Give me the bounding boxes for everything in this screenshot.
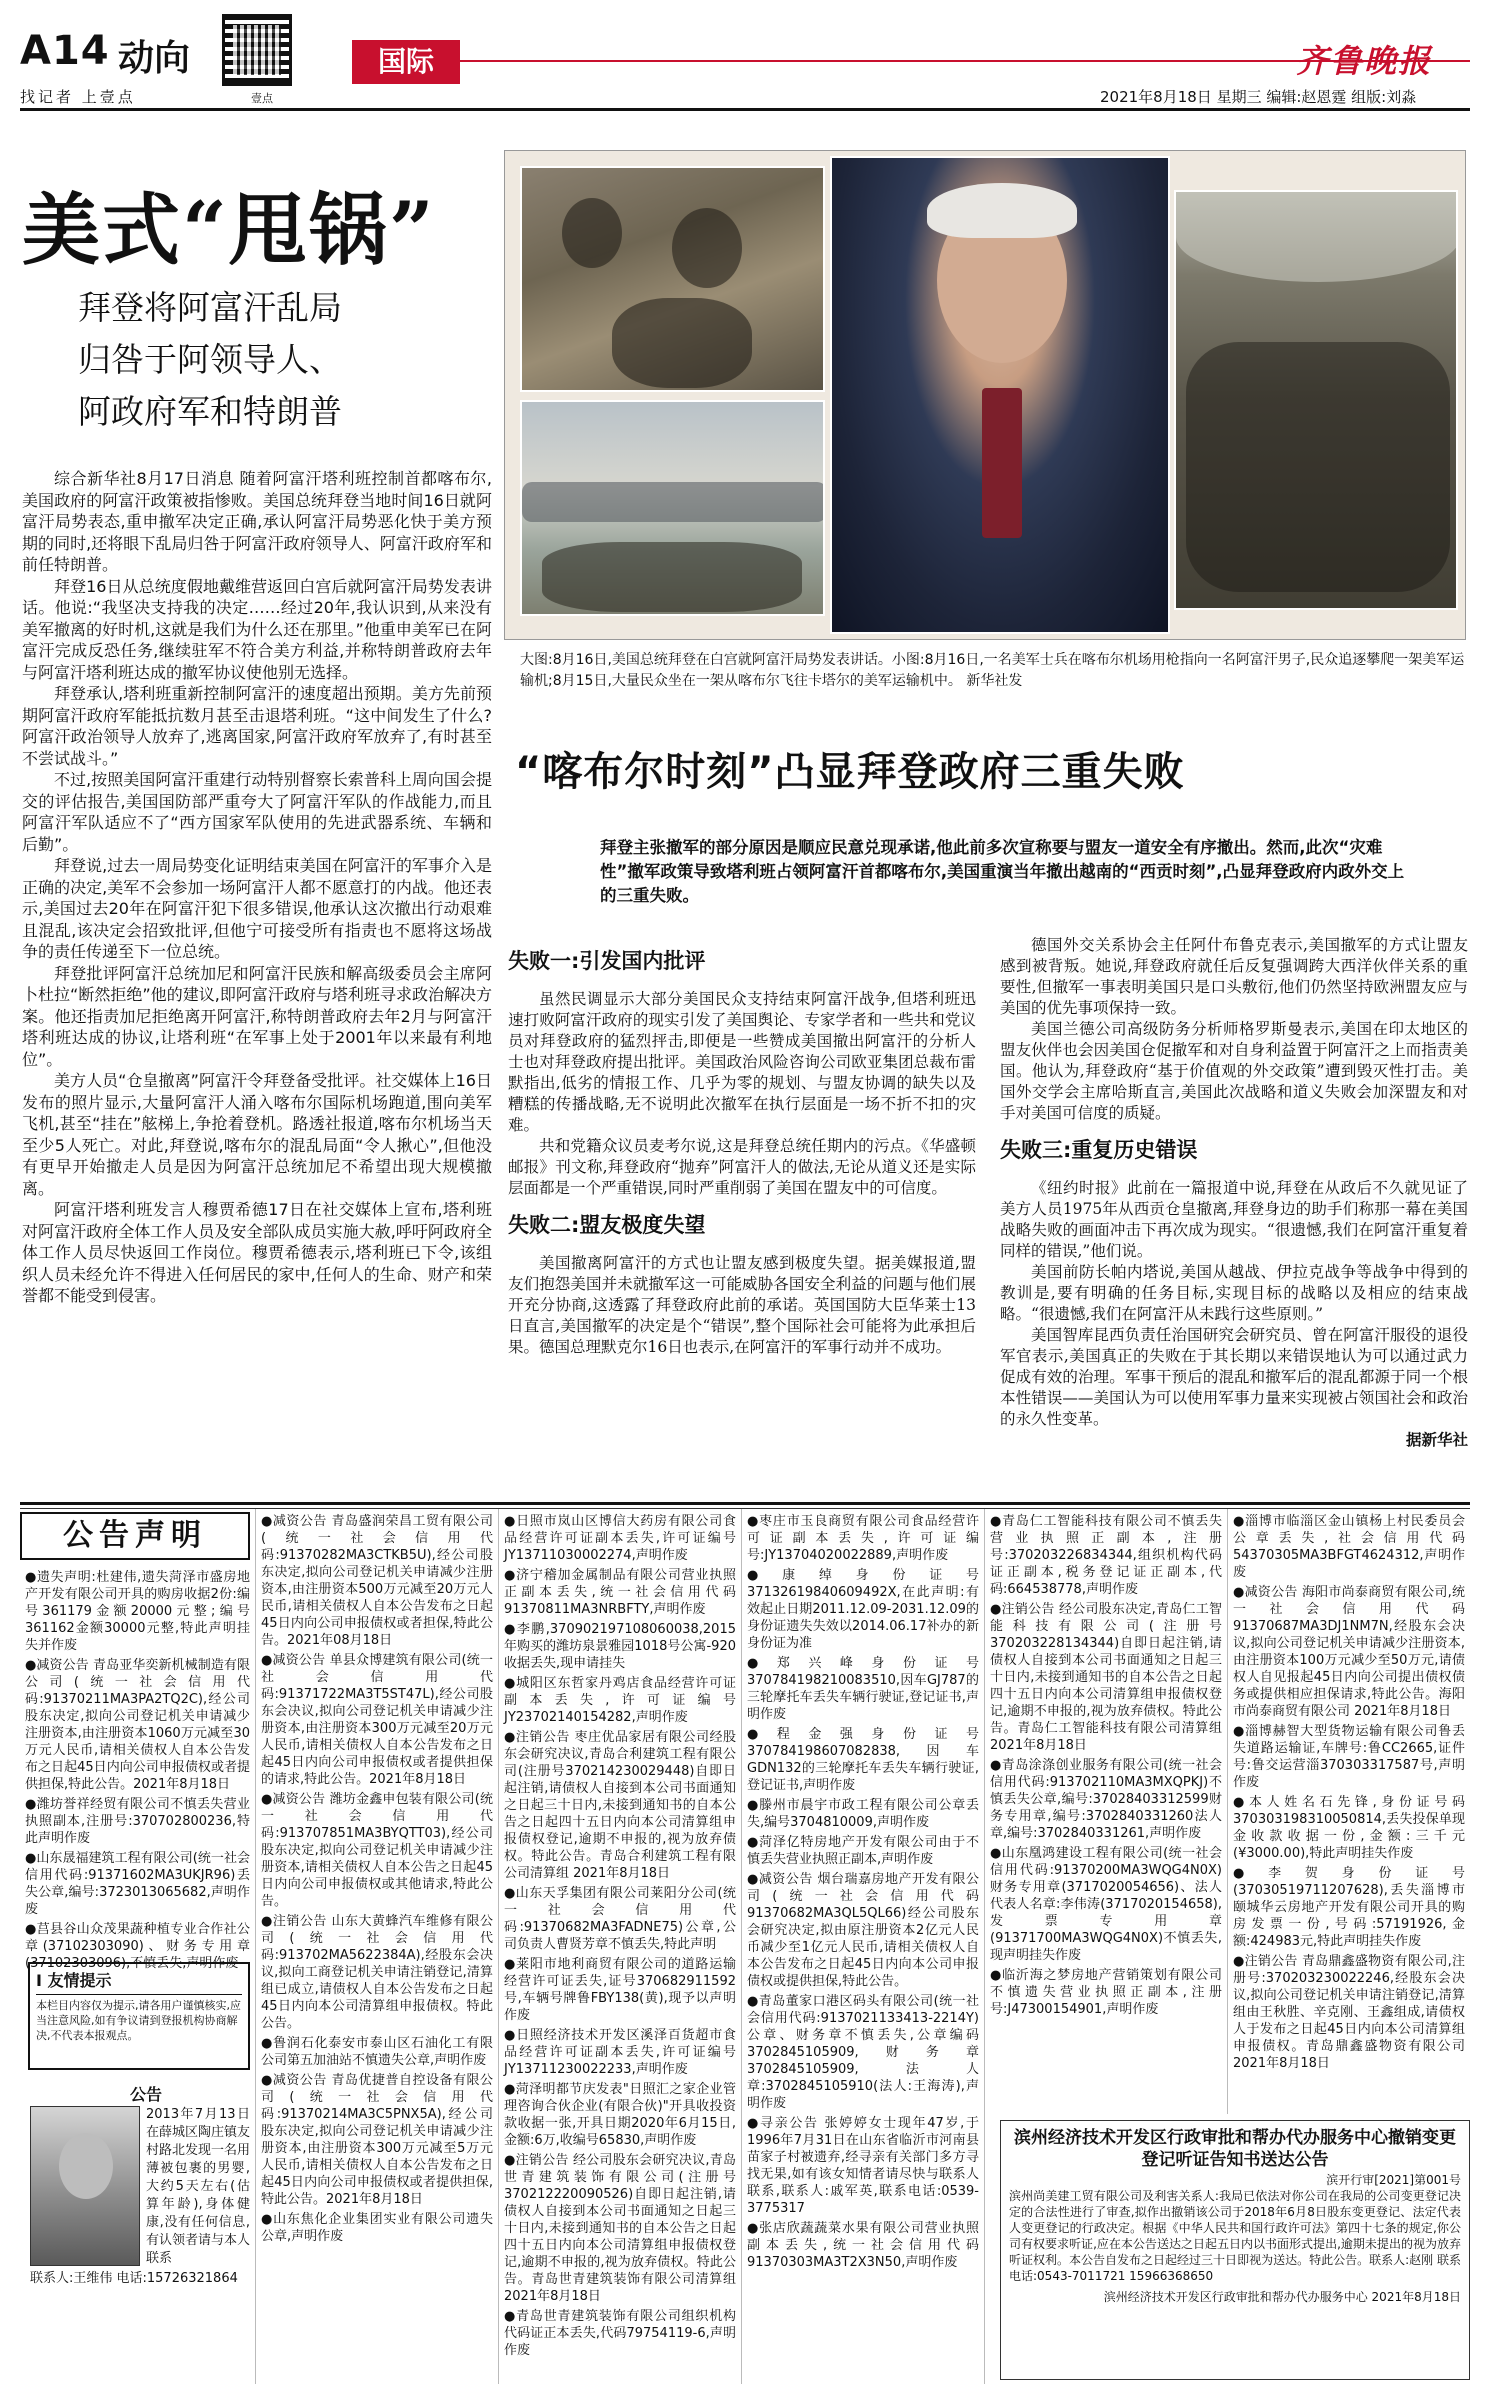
ads-title: 公告声明 [20,1512,250,1560]
missing-notice-contact: 联系人:王维伟 电话:15726321864 [30,2271,238,2286]
photo-cargo-plane-interior[interactable] [1174,190,1458,610]
article-paragraph: 综合新华社8月17日消息 随着阿富汗塔利班控制首都喀布尔,美国政府的阿富汗政策被指惨败。美国总统拜登当地时间16日就阿富汗局势表态,重申撤军决定正确,承认阿富汗局势恶化快于美方预期的同时,还将眼下乱局归咎于阿富汗政府领导人、阿富汗政府军和前任特朗普。 [22,469,492,574]
ad-item: ●注销公告 经公司股东会研究决议,青岛世青建筑装饰有限公司(注册号370212220090526)自即日起注销,请债权人自接到本公司书面通知之日起三十日内,未接到通知书的自本公告之日起四十五日内向本公司清算组申报债权登记,逾期不申报的,视为放弃债权。特此公告。青岛世青建筑装饰有限公司清算组 2021年8月18日 [504,2153,736,2304]
ad-item: ●菏泽明都节庆发表"日照汇之家企业管理咨询合伙企业(有限合伙)"开具收投资款收据一张,开具日期2020年6月15日,金额:6万,收编号65830,声明作废 [504,2082,736,2148]
ad-item: ●减资公告 潍坊金鑫申包装有限公司(统一社会信用代码:913707851MA3BYQTT03),经公司股东决定,拟向公司登记机关申请减少注册资本,请相关债权人自本公告之日起45日内向公司申报债权或其他请求,特此公告。 [261,1792,493,1909]
ad-item: ●减资公告 青岛优捷普自控设备有限公司(统一社会信用代码:91370214MA3C5PNX5A),经公司股东决定,拟向公司登记机关申请减少注册资本,由注册资本300万元减至5万元人民币,请相关债权人自本公告发布之日起45日内向公司申报债权或者提供担保,特此公告。2021年8月18日 [261,2073,493,2207]
ad-item: ●淄博赫智大型货物运输有限公司鲁丢失道路运输证,车牌号:鲁CC2665,证件号:鲁交运营淄370303317587号,声明作废 [1233,1724,1465,1790]
header-rule [20,108,1470,111]
ad-column [256,1509,499,2384]
byline: 据新华社 [1405,1431,1468,1449]
ad-item: ●注销公告 青岛鼎鑫盛物资有限公司,注册号:370203230022246,经股东会决议,拟向公司登记机关申请注销登记,清算组由王秋胜、辛克刚、王鑫组成,请债权人于发布之日起45日内向本公司清算组申报债权。青岛鼎鑫盛物资有限公司 2021年8月18日 [1233,1954,1465,2071]
ad-item: ●青岛董家口港区码头有限公司(统一社会信用代码:9137021133413-2214Y)公章、财务章不慎丢失,公章编码3702845105909,财务章3702845105909,法人章:3702845105910(法人:王海涛),声明作废 [747,1994,979,2111]
ad-item: ●枣庄市玉良商贸有限公司食品经营许可证副本丢失,许可证编号:JY13704020022889,声明作废 [747,1514,979,1563]
article-paragraph: 美国前防长帕内塔说,美国从越战、伊拉克战争等战争中得到的教训是,要有明确的任务目标,实现目标的战略以及相应的结束战略。“很遗憾,我们在阿富汗从未践行这些原则。” [1000,1263,1468,1323]
analysis-column-mid [508,935,976,1485]
photo-caption: 大图:8月16日,美国总统拜登在白宫就阿富汗局势发表讲话。小图:8月16日,一名美军士兵在喀布尔机场用枪指向一名阿富汗男子,民众追逐攀爬一架美军运输机;8月15日,大量民众坐在一架从喀布尔飞往卡塔尔的美军运输机中。 新华社发 [520,652,1465,689]
ad-item: ●鲁润石化泰安市泰山区石油化工有限公司第五加油站不慎遗失公章,声明作废 [261,2036,493,2068]
section-heading: 失败一:引发国内批评 [508,949,706,973]
analysis-column-right [1000,935,1468,1497]
ad-item: ●康绰身份证号37132619840609492X,在此声明:有效起止日期2011.12.09-2031.12.09的身份证遗失失效以2014.06.17补办的新身份证为准 [747,1568,979,1651]
article-paragraph: 拜登16日从总统度假地戴维营返回白宫后就阿富汗局势发表讲话。他说:“我坚决支持我的决定……经过20年,我认识到,从来没有美军撤离的好时机,这就是我们为什么还在那里。”他重申美军已在阿富汗完成反恐任务,继续驻军不符合美方利益,并称特朗普政府去年与阿富汗塔利班达成的撤军协议使他别无选择。 [22,576,492,682]
article-paragraph: 德国外交关系协会主任阿什布鲁克表示,美国撤军的方式让盟友感到被背叛。她说,拜登政府就任后反复强调跨大西洋伙伴关系的重要性,但撤军一事表明美国只是口头敷衍,他们仍然坚持欧洲盟友应与美国的优先事项保持一致。 [1000,936,1468,1017]
ad-item: ●减资公告 青岛盛润荣昌工贸有限公司(统一社会信用代码:91370282MA3CTKB5U),经公司股东决定,拟向公司登记机关申请减少注册资本,由注册资本500万元减至20万元人民币,请相关债权人自本公告发布之日起45日内向公司申报债权或者担保,特此公告。2021年08月18日 [261,1514,493,1648]
ad-item: ●减资公告 海阳市尚泰商贸有限公司,统一社会信用代码91370687MA3DJ1NM7N,经股东会决议,拟向公司登记机关申请减少注册资本,由注册资本100万元减少至50万元,请债权人自见报起45日内向公司提出债权债务或提供相应担保请求,特此公告。海阳市尚泰商贸有限公司 2021年8月18日 [1233,1585,1465,1719]
ad-item: ●遗失声明:杜建伟,遗失菏泽市盛房地产开发有限公司开具的购房收据2份:编号361179金额20000元整;编号361162金额30000元整,特此声明挂失并作废 [25,1570,250,1653]
ad-item: ●济宁稽加金属制品有限公司营业执照正副本丢失,统一社会信用代码91370811MA3NRBFTY,声明作废 [504,1568,736,1617]
article-paragraph: 不过,按照美国阿富汗重建行动特别督察长索普科上周向国会提交的评估报告,美国国防部严重夸大了阿富汗军队的作战能力,而且阿富汗军队适应不了“西方国家军队使用的先进武器系统、车辆和后勤”。 [22,770,492,854]
analysis-intro: 拜登主张撤军的部分原因是顺应民意兑现承诺,他此前多次宣称要与盟友一道安全有序撤出。然而,此次“灾难性”撤军政策导致塔利班占领阿富汗首都喀布尔,美国重演当年撤出越南的“西贡时刻”,凸显拜登政府内政外交上的三重失败。 [600,838,1405,905]
analysis-headline: “喀布尔时刻”凸显拜登政府三重失败 [515,749,1185,795]
hearing-notice-text: 滨州尚美建工贸有限公司及利害关系人:我局已依法对你公司在我局的公司变更登记决定的合法性进行了审查,拟作出撤销该公司于2018年6月8日股东变更登记、法定代表人变更登记的行政决定。根据《中华人民共和国行政许可法》第四十七条的规定,你公司有权要求听证,应在本公告送达之日起五日内以书面形式提出,逾期未提出的视为放弃听证权利。本公告自发布之日起经过三十日即视为送达。特此公告。联系人:赵刚 联系电话:0543-7011721 15966368650 [1009,2189,1461,2283]
article-paragraph: 虽然民调显示大部分美国民众支持结束阿富汗战争,但塔利班迅速打败阿富汗政府的现实引发了美国舆论、专家学者和一些共和党议员对拜登政府的猛烈抨击,即便是一些赞成美国撤出阿富汗的分析人士也对拜登政府提出批评。美国政治风险咨询公司欧亚集团总裁布雷默指出,低劣的情报工作、几乎为零的规划、与盟友协调的缺失以及糟糕的传播战略,无不说明此次撤军在执行层面是一场不折不扣的灾难。 [508,990,976,1134]
section-rule [20,1502,1470,1505]
section-tag: 国际 [352,40,460,84]
sub-headline-line: 拜登将阿富汗乱局 [78,288,342,327]
ad-item: ●临沂海之梦房地产营销策划有限公司不慎遗失营业执照正副本,注册号:J47300154901,声明作废 [990,1968,1222,2017]
sub-headline-line: 阿政府军和特朗普 [78,392,342,431]
page-number: A14 [20,28,110,74]
ad-item: ●程金强身份证号370784198607082838,因车GDN132的三轮摩托车丢失车辆行驶证,登记证书,声明作废 [747,1727,979,1793]
sub-headline-line: 归咎于阿领导人、 [78,340,342,379]
notice-text: 本栏目内容仅为提示,请各用户谨慎核实,应当注意风险,如有争议请到登报机构协商解决,不代表本报观点。 [36,1999,241,2042]
article-paragraph: 拜登说,过去一周局势变化证明结束美国在阿富汗的军事介入是正确的决定,美军不会参加一场阿富汗人都不愿意打的内战。他还表示,美国过去20年在阿富汗犯下很多错误,他承认这次撤出行动艰难且混乱,该决定会招致批评,但他宁可接受所有指责也不愿将这场战争的责任传递至下一位总统。 [22,856,492,961]
photo-biden[interactable] [830,156,1170,634]
ad-column [742,1509,985,2384]
section-heading: 失败二:盟友极度失望 [508,1213,706,1237]
article-paragraph: 美国智库昆西负责任治国研究会研究员、曾在阿富汗服役的退役军官表示,美国真正的失败在于其长期以来错误地认为可以通过武力促成有效的治理。军事干预后的混乱和撤军后的混乱都源于同一个根本性错误——美国认为可以使用军事力量来实现被占领国社会和政治的永久性变革。 [1000,1326,1468,1428]
notice-title: Ⅰ 友情提示 [36,1968,242,1995]
ad-column [985,1509,1228,2114]
article-paragraph: 美国兰德公司高级防务分析师格罗斯曼表示,美国在印太地区的盟友伙伴也会因美国仓促撤军和对自身利益置于阿富汗之上而指责美国。他认为,拜登政府“基于价值观的外交政策”遭到毁灭性打击。美国外交学会主席哈斯直言,美国此次战略和道义失败会加深盟友和对手对美国可信度的质疑。 [1000,1020,1468,1122]
qr-code-icon[interactable] [222,14,292,86]
ad-item: ●寻亲公告 张婷婷女士现年47岁,于1996年7月31日在山东省临沂市河南县苗家子村被遗弃,经寻亲有关部门多方寻找无果,如有该女知情者请尽快与联系人联系,联系人:戚军英,联系电话:0539-3775317 [747,2116,979,2216]
ad-item: ●莒县谷山众茂果蔬种植专业合作社公章(37102303090)、财务专用章(37102303096),不慎丢失,声明作废 [25,1922,250,1971]
lead-article [22,468,492,1518]
article-paragraph: 拜登批评阿富汗总统加尼和阿富汗民族和解高级委员会主席阿卜杜拉“断然拒绝”他的建议,即阿富汗政府与塔利班寻求政治解决方案。他还指责加尼拒绝离开阿富汗,称特朗普政府去年2月与阿富汗塔利班达成的协议,让塔利班“在军事上处于2001年以来最有利地位”。 [22,963,492,1069]
ad-item: ●菏泽亿特房地产开发有限公司由于不慎丢失营业执照正副本,声明作废 [747,1835,979,1867]
missing-notice-title: 公告 [130,2085,163,2104]
ad-column [499,1509,742,2384]
section-heading: 失败三:重复历史错误 [1000,1138,1198,1162]
sub-headline-block [78,282,478,438]
ad-item: ●莱阳市地利商贸有限公司的道路运输经营许可证丢失,证号370682911592号,车辆号牌鲁FBY138(黄),现予以声明作废 [504,1957,736,2023]
ad-item: ●减资公告 青岛亚华奕新机械制造有限公司(统一社会信用代码:91370211MA3PA2TQ2C),经公司股东决定,拟向公司登记机关申请减少注册资本,由注册资本1060万元减至30万元人民币,请相关债权人自本公告发布之日起45日内向公司申报债权或者提供担保,特此公告。2021年8月18日 [25,1658,250,1792]
missing-notice-text: 2013年7月13日在薛城区陶庄镇友村路北发现一名用薄被包裹的男婴,大约5天左右(估算年龄),身体健康,没有任何信息,有认领者请与本人联系 [146,2107,251,2266]
ad-item: ●本人姓名石先锋,身份证号码370303198310050814,丢失投保单现金收款收据一份,金额:三千元(¥3000.00),特此声明挂失作废 [1233,1795,1465,1861]
ad-item: ●山东焦化企业集团实业有限公司遗失公章,声明作废 [261,2212,493,2244]
issue-meta: 2021年8月18日 星期三 编辑:赵恩霆 组版:刘淼 [1100,88,1417,106]
ad-item: ●注销公告 经公司股东决定,青岛仁工智能科技有限公司(注册号370203228134344)自即日起注销,请债权人自接到本公司书面通知之日起三十日内,未接到通知书的自本公告之日起四十五日内向本公司清算组申报债权登记,逾期不申报的,视为放弃债权。特此公告。青岛仁工智能科技有限公司清算组 2021年8月18日 [990,1602,1222,1753]
friendly-notice [28,1962,250,2070]
ad-item: ●日照市岚山区博信大药房有限公司食品经营许可证副本丢失,许可证编号JY13711030002274,声明作废 [504,1514,736,1563]
ad-item: ●青岛世青建筑装饰有限公司组织机构代码证正本丢失,代码79754119-6,声明作废 [504,2309,736,2358]
article-paragraph: 《纽约时报》此前在一篇报道中说,拜登在从政后不久就见证了美方人员1975年从西贡仓皇撤离,拜登身边的助手们称那一幕在美国战略失败的画面冲击下再次成为现实。“很遗憾,我们在阿富汗重复着同样的错误,”他们说。 [1000,1179,1468,1260]
ad-item: ●城阳区东哲家丹鸡店食品经营许可证副本丢失,许可证编号JY23702140154282,声明作废 [504,1676,736,1725]
ad-item: ●减资公告 单县众博建筑有限公司(统一社会信用代码:91371722MA3T5ST47L),经公司股东会决议,拟向公司登记机关申请减少注册资本,由注册资本300万元减至20万元人民币,请相关债权人自本公告发布之日起45日内向公司申报债权或者提供担保的请求,特此公告。2021年8月18日 [261,1653,493,1787]
hearing-notice-box [1000,2120,1470,2380]
ad-item: ●减资公告 烟台瑞嘉房地产开发有限公司(统一社会信用代码91370682MA3QL5QL66)经公司股东会研究决定,拟由原注册资本2亿元人民币减少至1亿元人民币,请相关债权人自本公告发布之日起45日内向本公司申报债权或提供担保,特此公告。 [747,1872,979,1989]
hearing-notice-title: 滨州经济技术开发区行政审批和帮办代办服务中心撤销变更登记听证告知书送达公告 [1014,2128,1456,2170]
article-paragraph: 美方人员“仓皇撤离”阿富汗令拜登备受批评。社交媒体上16日发布的照片显示,大量阿富汗人涌入喀布尔国际机场跑道,围向美军飞机,甚至“挂在”舷梯上,争抢着登机。路透社报道,喀布尔机场当天至少5人死亡。对此,拜登说,喀布尔的混乱局面“令人揪心”,但他没有更早开始撤走人员是因为阿富汗总统加尼不希望出现大规模撤离。 [22,1071,492,1198]
missing-child-photo [30,2106,140,2266]
ad-item: ●山东凰鸿建设工程有限公司(统一社会信用代码:91370200MA3WQG4N0X)财务专用章(3717020054656)、法人代表人名章:李伟涛(3717020154658),发票专用章(91371700MA3WQG4N0X)不慎丢失,现声明挂失作废 [990,1846,1222,1963]
ad-item: ●潍坊誉祥经贸有限公司不慎丢失营业执照副本,注册号:370702800236,特此声明作废 [25,1797,250,1846]
ad-item: ●李鹏,370902197108060038,2015年购买的潍坊泉景雅园1018号公寓-920收据丢失,现申请挂失 [504,1622,736,1671]
photo-crowd-plane[interactable] [520,400,825,616]
main-headline: 美式“甩锅” [22,185,436,276]
ad-item: ●注销公告 山东大黄蜂汽车维修有限公司(统一社会信用代码:913702MA5622384A),经股东会决议,拟向工商登记机关申请注销登记,清算组已成立,请债权人自本公告发布之日起45日内向本公司清算组申报债权。特此公告。 [261,1914,493,2031]
article-paragraph: 美国撤离阿富汗的方式也让盟友感到极度失望。据美媒报道,盟友们抱怨美国并未就撤军这一可能威胁各国安全利益的问题与他们展开充分协商,这透露了拜登政府此前的承诺。英国国防大臣华莱士13日直言,美国撤军的决定是个“错误”,整个国际社会可能将为此承担后果。德国总理默克尔16日也表示,在阿富汗的军事行动并不成功。 [508,1254,976,1356]
qr-caption: 壹点 [251,92,273,105]
article-paragraph: 拜登承认,塔利班重新控制阿富汗的速度超出预期。美方先前预期阿富汗政府军能抵抗数月甚至击退塔利班。“这中间发生了什么?阿富汗政治领导人放弃了,逃离国家,阿富汗政府军放弃了,有时甚至不尝试战斗。” [22,684,492,768]
ad-item: ●山东晟福建筑工程有限公司(统一社会信用代码:91371602MA3UKJR96)丢失公章,编号:3723013065682,声明作废 [25,1851,250,1917]
ad-item: ●李贺身份证号(37030519711207628),丢失淄博市颐城华云房地产开发有限公司开具的购房发票一份,号码:57191926,金额:424983元,特此声明挂失作废 [1233,1866,1465,1949]
ad-item: ●山东天孚集团有限公司莱阳分公司(统一社会信用代码:91370682MA3FADNE75)公章,公司负责人曹贤芳章不慎丢失,特此声明 [504,1886,736,1952]
photo-soldier-airport[interactable] [520,166,825,392]
ad-item: ●滕州市晨宇市政工程有限公司公章丢失,编号3704810009,声明作废 [747,1798,979,1830]
ad-column [1228,1509,1470,2114]
ad-item: ●青岛涂涤创业服务有限公司(统一社会信用代码:913702110MA3MXQPKJ)不慎丢失公章,编号:37028403312599财务专用章,编号:3702840331260法人章,编号:3702840331261,声明作废 [990,1758,1222,1841]
ad-item: ●郑兴峰身份证号370784198210083510,因车GJ787的三轮摩托车丢失车辆行驶证,登记证书,声明作废 [747,1656,979,1722]
ad-item: ●张店欣蔬蔬菜水果有限公司营业执照副本丢失,统一社会信用代码91370303MA3T2X3N50,声明作废 [747,2221,979,2270]
hearing-notice-ref: 滨开行审[2021]第001号 [1326,2173,1461,2187]
article-paragraph: 共和党籍众议员麦考尔说,这是拜登总统任期内的污点。《华盛顿邮报》刊文称,拜登政府“抛弃”阿富汗人的做法,无论从道义还是实际层面都是一个严重错误,同时严重削弱了美国在盟友中的可信度。 [508,1137,976,1197]
ad-item: ●注销公告 枣庄优品家居有限公司经股东会研究决议,青岛合利建筑工程有限公司(注册号370214230029448)自即日起注销,请债权人自接到本公司书面通知之日起三十日内,未接到通知书的自本公告之日起四十五日内向本公司清算组申报债权登记,逾期不申报的,视为放弃债权。特此公告。青岛合利建筑工程有限公司清算组 2021年8月18日 [504,1730,736,1881]
reporter-line: 找记者 上壹点 [20,88,136,106]
section-name: 动向 [118,38,191,79]
ad-item: ●青岛仁工智能科技有限公司不慎丢失营业执照正副本,注册号:370203226834344,组织机构代码证正副本,税务登记证正副本,代码:664538778,声明作废 [990,1514,1222,1597]
article-paragraph: 阿富汗塔利班发言人穆贾希德17日在社交媒体上宣布,塔利班对阿富汗政府全体工作人员及安全部队成员实施大赦,呼吁阿政府全体工作人员尽快返回工作岗位。穆贾希德表示,塔利班已下令,该组织人员未经允许不得进入任何居民的家中,任何人的生命、财产和荣誉都不能受到侵害。 [22,1200,492,1305]
newspaper-logo: 齐鲁晚报 [1296,42,1433,80]
ad-item: ●日照经济技术开发区溪泽百货超市食品经营许可证副本丢失,许可证编号JY13711230022233,声明作废 [504,2028,736,2077]
ad-item: ●淄博市临淄区金山镇杨上村民委员会公章丢失,社会信用代码54370305MA3BFGT4624312,声明作废 [1233,1514,1465,1580]
hearing-notice-signature: 滨州经济技术开发区行政审批和帮办代办服务中心 2021年8月18日 [1103,2290,1461,2304]
